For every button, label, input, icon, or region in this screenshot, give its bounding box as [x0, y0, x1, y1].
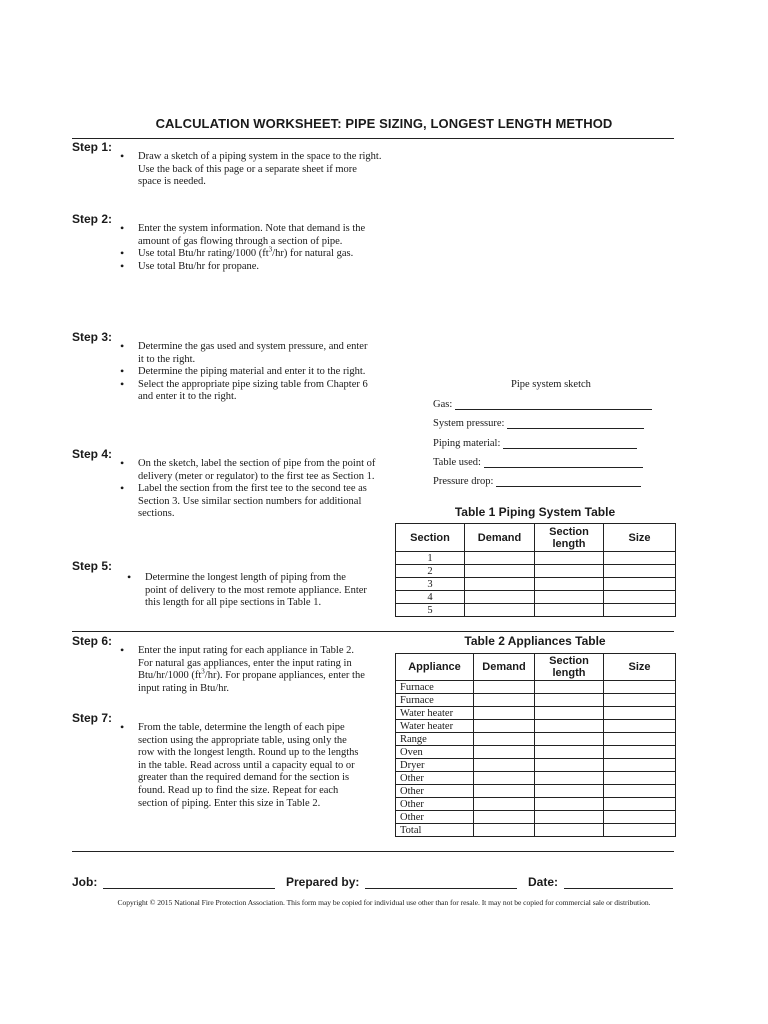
demand-cell[interactable] [474, 798, 535, 811]
length-cell[interactable] [535, 681, 604, 694]
gas-label: Gas: [433, 399, 453, 410]
pressure-drop-input-line[interactable] [496, 476, 641, 487]
table-used-field[interactable] [433, 457, 643, 468]
appliance-name: Other [396, 772, 474, 785]
step-4-instructions [120, 458, 376, 521]
step-3-label: Step 3: [72, 330, 113, 344]
step-2-bullet-3: • Use total Btu/hr for propane. [120, 261, 382, 274]
size-cell[interactable] [604, 565, 676, 578]
appliance-name: Furnace [396, 694, 474, 707]
demand-cell[interactable] [474, 694, 535, 707]
appliance-name: Total [396, 824, 474, 837]
col-header-section-length: Section length [535, 654, 604, 681]
title-divider [72, 138, 674, 139]
demand-cell[interactable] [474, 746, 535, 759]
length-cell[interactable] [535, 772, 604, 785]
demand-cell[interactable] [474, 772, 535, 785]
appliances-table [395, 653, 676, 837]
step-7-instructions [120, 722, 362, 810]
appliance-name: Water heater [396, 707, 474, 720]
table-row [396, 759, 676, 772]
step-7-label: Step 7: [72, 711, 113, 725]
size-cell[interactable] [604, 811, 676, 824]
table-row [396, 785, 676, 798]
length-cell[interactable] [535, 604, 604, 617]
step-6-instructions [120, 645, 368, 695]
section-number: 2 [396, 565, 465, 578]
demand-cell[interactable] [474, 707, 535, 720]
step-7-bullet-1: • From the table, determine the length of each pipe section using the appropriate table, using only the row with the longest length. Round up to the lengths in the table. Read across until a capacity equal to or greater than the required demand for the section is found. Read up to find the size. Repeat for each section of piping. Enter this size in Table 2. [120, 722, 362, 810]
step-6-label: Step 6: [72, 634, 113, 648]
appliance-name: Other [396, 811, 474, 824]
table-row [396, 694, 676, 707]
sketch-label: Pipe system sketch [511, 379, 591, 390]
table-row [396, 604, 676, 617]
size-cell[interactable] [604, 604, 676, 617]
step-3-instructions [120, 341, 372, 404]
size-cell[interactable] [604, 785, 676, 798]
section-number: 4 [396, 591, 465, 604]
job-label: Job: [72, 875, 98, 889]
length-cell[interactable] [535, 824, 604, 837]
table-row [396, 707, 676, 720]
appliance-name: Other [396, 798, 474, 811]
col-header-size: Size [604, 524, 676, 552]
copyright-notice: Copyright © 2015 National Fire Protection Association. This form may be copied for individual use other than for resale. It may not be copied for commercial sale or distribution. [117, 898, 651, 907]
section-number: 1 [396, 552, 465, 565]
demand-cell[interactable] [465, 565, 535, 578]
appliance-name: Other [396, 785, 474, 798]
piping-material-field[interactable] [433, 438, 637, 449]
appliance-name: Range [396, 733, 474, 746]
length-cell[interactable] [535, 746, 604, 759]
step-5-instructions [127, 572, 367, 610]
job-input-line[interactable] [103, 874, 275, 889]
length-cell[interactable] [535, 694, 604, 707]
appliance-name: Oven [396, 746, 474, 759]
footer-divider [72, 851, 674, 852]
section-number: 3 [396, 578, 465, 591]
step-6-bullet-1: • Enter the input rating for each appliance in Table 2. For natural gas appliances, enter the input rating in Btu/hr/1000 $(ft^3/hr)$. For propane appliances, enter the input rating in Btu/hr. [120, 645, 368, 695]
date-label: Date: [528, 875, 559, 889]
size-cell[interactable] [604, 824, 676, 837]
gas-field[interactable] [433, 399, 652, 410]
demand-cell[interactable] [465, 552, 535, 565]
col-header-size: Size [604, 654, 676, 681]
table-1-title: Table 1 Piping System Table [454, 505, 616, 519]
table-used-label: Table used: [433, 457, 481, 468]
table-row [396, 578, 676, 591]
pressure-drop-label: Pressure drop: [433, 476, 494, 487]
step-5-bullet-1: • Determine the longest length of piping from the point of delivery to the most remote appliance. Enter this length for all pipe sections in Table 1. [127, 572, 367, 610]
length-cell[interactable] [535, 552, 604, 565]
appliance-name: Furnace [396, 681, 474, 694]
appliance-name: Water heater [396, 720, 474, 733]
demand-cell[interactable] [465, 578, 535, 591]
size-cell[interactable] [604, 694, 676, 707]
date-input-line[interactable] [564, 874, 673, 889]
length-cell[interactable] [535, 785, 604, 798]
table-row [396, 565, 676, 578]
step-1-label: Step 1: [72, 140, 113, 154]
step-3-bullet-2: • Determine the piping material and enter it to the right. [120, 366, 372, 379]
col-header-appliance: Appliance [396, 654, 474, 681]
page-title: CALCULATION WORKSHEET: PIPE SIZING, LONGEST LENGTH METHOD [155, 116, 613, 131]
prepared-by-label: Prepared by: [286, 875, 360, 889]
step-1-instructions [120, 151, 382, 189]
length-cell[interactable] [535, 707, 604, 720]
length-cell[interactable] [535, 565, 604, 578]
demand-cell[interactable] [465, 604, 535, 617]
gas-input-line[interactable] [455, 399, 652, 410]
col-header-demand: Demand [465, 524, 535, 552]
demand-cell[interactable] [474, 811, 535, 824]
size-cell[interactable] [604, 707, 676, 720]
step-2-bullet-2: • Use total Btu/hr rating/1000 $(ft^3/hr)$ for natural gas. [120, 248, 382, 261]
length-cell[interactable] [535, 720, 604, 733]
table-row [396, 811, 676, 824]
col-header-demand: Demand [474, 654, 535, 681]
demand-cell[interactable] [474, 759, 535, 772]
demand-cell[interactable] [474, 733, 535, 746]
demand-cell[interactable] [474, 681, 535, 694]
piping-material-label: Piping material: [433, 438, 501, 449]
system-pressure-input-line[interactable] [507, 418, 644, 429]
step-5-label: Step 5: [72, 559, 113, 573]
table-row [396, 798, 676, 811]
table-row [396, 772, 676, 785]
table-used-input-line[interactable] [484, 457, 643, 468]
size-cell[interactable] [604, 681, 676, 694]
length-cell[interactable] [535, 811, 604, 824]
size-cell[interactable] [604, 591, 676, 604]
length-cell[interactable] [535, 578, 604, 591]
demand-cell[interactable] [474, 785, 535, 798]
table-row [396, 746, 676, 759]
piping-system-table [395, 523, 676, 617]
step-4-label: Step 4: [72, 447, 113, 461]
step-4-bullet-2: • Label the section from the first tee to the second tee as Section 3. Use similar section numbers for additional sections. [120, 483, 376, 521]
table-row [396, 681, 676, 694]
size-cell[interactable] [604, 798, 676, 811]
step-1-bullet-1: • Draw a sketch of a piping system in the space to the right. Use the back of this page or a separate sheet if more space is needed. [120, 151, 382, 189]
system-pressure-field[interactable] [433, 418, 644, 429]
col-header-section-length: Section length [535, 524, 604, 552]
date-field[interactable] [528, 874, 673, 889]
demand-cell[interactable] [474, 824, 535, 837]
size-cell[interactable] [604, 552, 676, 565]
section-number: 5 [396, 604, 465, 617]
appliance-name: Dryer [396, 759, 474, 772]
table-row [396, 733, 676, 746]
size-cell[interactable] [604, 772, 676, 785]
piping-material-input-line[interactable] [503, 438, 637, 449]
prepared-by-field[interactable] [286, 874, 517, 889]
demand-cell[interactable] [474, 720, 535, 733]
size-cell[interactable] [604, 720, 676, 733]
size-cell[interactable] [604, 746, 676, 759]
step-6-divider [72, 631, 674, 632]
step-2-bullet-1: • Enter the system information. Note that demand is the amount of gas flowing through a section of pipe. [120, 223, 382, 248]
length-cell[interactable] [535, 733, 604, 746]
table-row [396, 591, 676, 604]
pressure-drop-field[interactable] [433, 476, 641, 487]
job-field[interactable] [72, 874, 275, 889]
prepared-by-input-line[interactable] [365, 874, 517, 889]
table-row [396, 720, 676, 733]
step-3-bullet-3: • Select the appropriate pipe sizing table from Chapter 6 and enter it to the right. [120, 379, 372, 404]
table-row [396, 552, 676, 565]
length-cell[interactable] [535, 591, 604, 604]
length-cell[interactable] [535, 759, 604, 772]
step-2-label: Step 2: [72, 212, 113, 226]
size-cell[interactable] [604, 733, 676, 746]
table-2-title: Table 2 Appliances Table [464, 634, 606, 648]
step-3-bullet-1: • Determine the gas used and system pressure, and enter it to the right. [120, 341, 372, 366]
length-cell[interactable] [535, 798, 604, 811]
table-row [396, 824, 676, 837]
size-cell[interactable] [604, 759, 676, 772]
step-2-instructions [120, 223, 382, 273]
col-header-section: Section [396, 524, 465, 552]
step-4-bullet-1: • On the sketch, label the section of pipe from the point of delivery (meter or regulator) to the first tee as Section 1. [120, 458, 376, 483]
system-pressure-label: System pressure: [433, 418, 505, 429]
size-cell[interactable] [604, 578, 676, 591]
demand-cell[interactable] [465, 591, 535, 604]
